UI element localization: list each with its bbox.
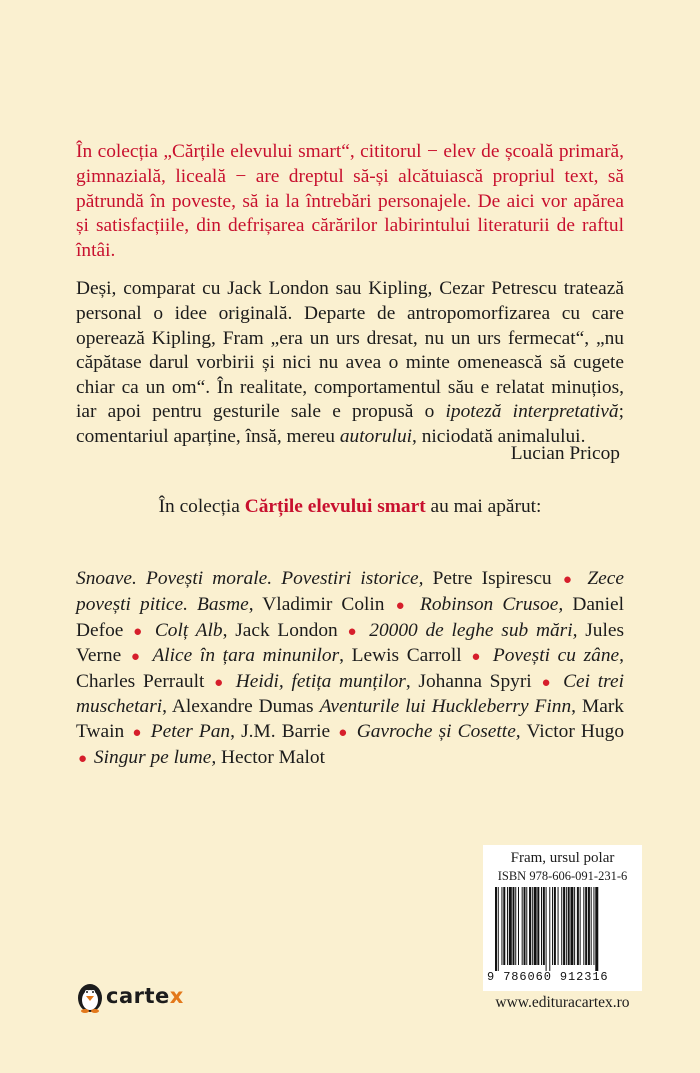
list-item: Povești cu zâne, Charles Perrault (76, 645, 624, 692)
commentary-part-1: Deși, comparat cu Jack London sau Kipling, Cezar Petrescu tratează personal o idee originală. Departe de antropomorfizarea cu care operează Kipling, Fram „era un urs dresat, nu un urs fermecat“, „nu căpătase darul vorbirii și nici nu avea o minte omenească să cugete chiar ca un om“. În realitate, comportamentul său e relatat minuțios, iar apoi pentru gesturile sale e propusă o (76, 278, 624, 423)
publisher-website[interactable]: www.edituracartex.ro (495, 994, 630, 1011)
list-item: Aventurile lui Huckleberry Finn, Mark Twain (76, 696, 624, 742)
collection-name: Cărțile elevului smart (244, 496, 426, 517)
list-item: Robinson Crusoe, Daniel Defoe (76, 593, 624, 641)
commentary-author: Lucian Pricop (510, 443, 620, 464)
commentary-emphasis-1: ipoteză interpretativă (445, 401, 619, 423)
list-item: Colț Alb, Jack London (154, 619, 338, 641)
list-item: Zece povești pitice. Basme, Vladimir Colin (76, 568, 624, 615)
bullet-icon: ● (78, 750, 88, 767)
list-item: Snoave. Povești morale. Povestiri istorice, Petre Ispirescu (76, 568, 552, 590)
collection-heading (0, 495, 700, 519)
bullet-icon: ● (471, 649, 484, 666)
collection-heading-before: În colecția (158, 496, 240, 517)
bullet-icon: ● (562, 572, 577, 589)
list-item: Heidi, fetița munților, Johanna Spyri (235, 670, 532, 692)
isbn-book-title: Fram, ursul polar (510, 850, 615, 866)
published-titles-list (76, 567, 624, 771)
collection-heading-after: au mai apărut: (430, 496, 542, 517)
bullet-icon: ● (133, 623, 146, 640)
commentary-part-2: ; comentariul aparține, însă, mereu (76, 401, 624, 447)
commentary-part-3: , niciodată animalului. (412, 425, 586, 447)
bullet-icon: ● (395, 597, 409, 614)
bullet-icon: ● (541, 674, 554, 691)
bullet-icon: ● (347, 623, 360, 640)
penguin-icon (75, 979, 105, 1013)
publisher-logo (75, 978, 184, 1014)
commentary-emphasis-2: autorului (339, 425, 413, 447)
logo-wordmark: cartex (106, 984, 184, 1008)
bullet-icon: ● (214, 674, 227, 691)
bullet-icon: ● (132, 724, 143, 741)
list-item: Singur pe lume, Hector Malot (93, 746, 325, 768)
bullet-icon: ● (130, 649, 143, 666)
bullet-icon: ● (338, 724, 349, 741)
list-item: Gavroche și Cosette, Victor Hugo (356, 720, 625, 742)
collection-intro: În colecția „Cărțile elevului smart“, cititorul − elev de școală primară, gimnazială, liceală − are dreptul să-și alcătuiască propriul text, să pătrundă în poveste, să ia la întrebări personajele. De aici vor apărea și satisfacțiile, din defrișarea cărărilor labirintului literaturii de raftul întâi. (76, 141, 624, 261)
list-item: Alice în țara minunilor, Lewis Carroll (152, 645, 462, 667)
isbn-barcode-box (483, 845, 642, 991)
isbn-number: ISBN 978-606-091-231-6 (497, 869, 628, 883)
list-item: Cei trei muschetari, Alexandre Dumas (76, 670, 624, 718)
list-item: 20000 de leghe sub mări, Jules Verne (76, 619, 625, 667)
book-commentary (76, 277, 624, 449)
barcode-digits: 9 786060 912316 (487, 970, 609, 984)
list-item: Peter Pan, J.M. Barrie (150, 720, 331, 742)
barcode-icon (493, 887, 633, 971)
